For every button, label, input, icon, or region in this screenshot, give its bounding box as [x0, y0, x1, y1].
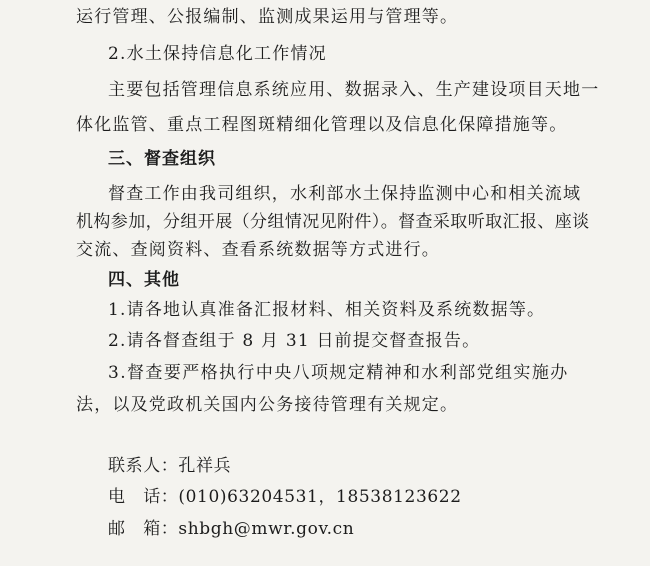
- contact-email-address: shbgh@mwr.gov.cn: [178, 519, 355, 539]
- paragraph-line-5: 督查工作由我司组织，水利部水土保持监测中心和相关流域: [108, 184, 582, 204]
- contact-person-label: 联系人：: [108, 456, 179, 476]
- paragraph-line-11: 法，以及党政机关国内公务接待管理有关规定。: [76, 395, 459, 415]
- contact-phone: [108, 485, 462, 509]
- section-heading-supervision-organization: 三、督查组织: [108, 149, 216, 169]
- contact-person: [108, 454, 231, 478]
- contact-phone-label: 电 话：: [108, 487, 179, 507]
- paragraph-line-4: 体化监管、重点工程图斑精细化管理以及信息化保障措施等。: [76, 115, 568, 135]
- paragraph-line-7: 交流、查阅资料、查看系统数据等方式进行。: [76, 240, 440, 260]
- paragraph-line-6: 机构参加，分组开展（分组情况见附件）。督查采取听取汇报、座谈: [76, 212, 590, 232]
- contact-email: [108, 517, 354, 541]
- paragraph-line-1: 运行管理、公报编制、监测成果运用与管理等。: [76, 7, 459, 27]
- paragraph-line-3: 主要包括管理信息系统应用、数据录入、生产建设项目天地一: [108, 80, 600, 100]
- subheading-informatization: 2.水土保持信息化工作情况: [108, 44, 327, 64]
- contact-email-label: 邮 箱：: [108, 519, 179, 539]
- contact-phone-number: (010)63204531，18538123622: [178, 487, 462, 507]
- paragraph-line-9: 2.请各督查组于 8 月 31 日前提交督查报告。: [108, 331, 481, 351]
- contact-person-name: 孔祥兵: [178, 456, 232, 476]
- paragraph-line-8: 1.请各地认真准备汇报材料、相关资料及系统数据等。: [108, 300, 546, 320]
- paragraph-line-10: 3.督查要严格执行中央八项规定精神和水利部党组实施办: [108, 363, 569, 383]
- section-heading-other: 四、其他: [108, 270, 180, 290]
